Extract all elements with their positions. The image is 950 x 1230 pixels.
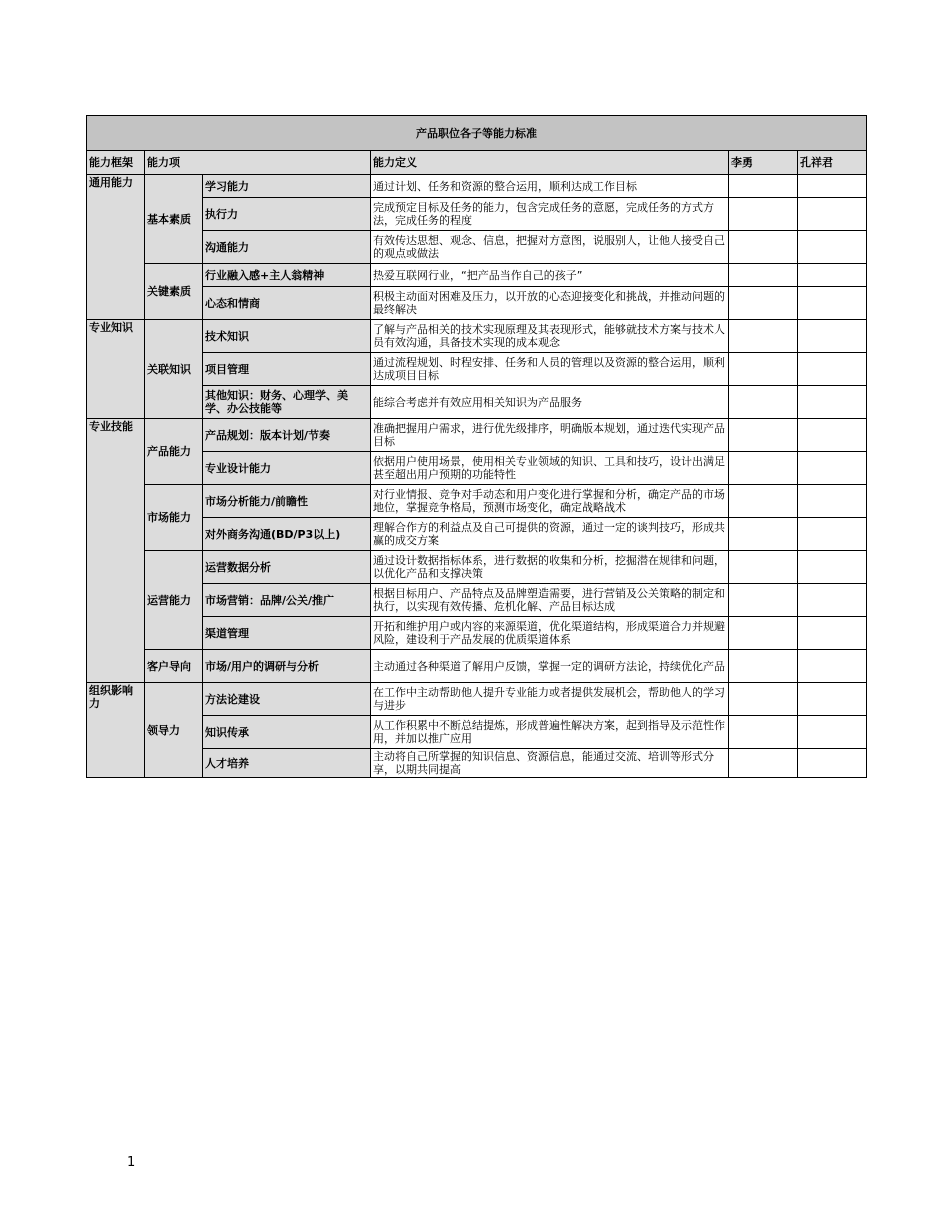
capability-item-cell: 市场营销：品牌/公关/推广: [203, 584, 371, 617]
score-cell-person-1[interactable]: [729, 551, 798, 584]
score-cell-person-1[interactable]: [729, 419, 798, 452]
sub-category-cell: 领导力: [145, 683, 203, 778]
table-row: [87, 175, 867, 198]
sub-category-cell: 关联知识: [145, 320, 203, 419]
capability-definition-cell: 完成预定目标及任务的能力，包含完成任务的意愿，完成任务的方式方法，完成任务的程度: [371, 198, 729, 231]
header-person-1: 李勇: [729, 151, 798, 175]
sub-category-cell: 基本素质: [145, 175, 203, 264]
score-cell-person-1[interactable]: [729, 287, 798, 320]
capability-definition-cell: 通过设计数据指标体系，进行数据的收集和分析，挖掘潜在规律和问题，以优化产品和支撑决策: [371, 551, 729, 584]
capability-definition-cell: 有效传达思想、观念、信息，把握对方意图，说服别人，让他人接受自己的观点或做法: [371, 231, 729, 264]
capability-definition-cell: 通过计划、任务和资源的整合运用，顺利达成工作目标: [371, 175, 729, 198]
score-cell-person-1[interactable]: [729, 353, 798, 386]
score-cell-person-2[interactable]: [798, 419, 867, 452]
score-cell-person-1[interactable]: [729, 716, 798, 749]
capability-definition-cell: 主动将自己所掌握的知识信息、资源信息，能通过交流、培训等形式分享，以期共同提高: [371, 749, 729, 778]
capability-item-cell: 其他知识：财务、心理学、美学、办公技能等: [203, 386, 371, 419]
table-row: [87, 353, 867, 386]
capability-standard-table: [86, 115, 867, 778]
capability-item-cell: 知识传承: [203, 716, 371, 749]
capability-definition-cell: 对行业情报、竞争对手动态和用户变化进行掌握和分析，确定产品的市场地位，掌握竞争格局，预测市场变化，确定战略战术: [371, 485, 729, 518]
capability-item-cell: 专业设计能力: [203, 452, 371, 485]
table-row: [87, 584, 867, 617]
capability-definition-cell: 热爱互联网行业，“把产品当作自己的孩子”: [371, 264, 729, 287]
capability-definition-cell: 在工作中主动帮助他人提升专业能力或者提供发展机会，帮助他人的学习与进步: [371, 683, 729, 716]
capability-item-cell: 心态和情商: [203, 287, 371, 320]
table-row: [87, 485, 867, 518]
capability-item-cell: 行业融入感+主人翁精神: [203, 264, 371, 287]
capability-item-cell: 方法论建设: [203, 683, 371, 716]
capability-item-cell: 学习能力: [203, 175, 371, 198]
header-framework: 能力框架: [87, 151, 145, 175]
table-row: [87, 749, 867, 778]
capability-item-cell: 项目管理: [203, 353, 371, 386]
sub-category-cell: 产品能力: [145, 419, 203, 485]
table-row: [87, 650, 867, 683]
table-row: [87, 452, 867, 485]
capability-item-cell: 渠道管理: [203, 617, 371, 650]
score-cell-person-1[interactable]: [729, 518, 798, 551]
capability-item-cell: 市场/用户的调研与分析: [203, 650, 371, 683]
score-cell-person-2[interactable]: [798, 617, 867, 650]
capability-definition-cell: 通过流程规划、时程安排、任务和人员的管理以及资源的整合运用，顺利达成项目目标: [371, 353, 729, 386]
capability-item-cell: 沟通能力: [203, 231, 371, 264]
score-cell-person-1[interactable]: [729, 264, 798, 287]
score-cell-person-2[interactable]: [798, 650, 867, 683]
table-row: [87, 386, 867, 419]
table-row: [87, 518, 867, 551]
capability-item-cell: 对外商务沟通(BD/P3以上): [203, 518, 371, 551]
sub-category-cell: 运营能力: [145, 551, 203, 650]
capability-item-cell: 技术知识: [203, 320, 371, 353]
table-body: [87, 116, 867, 778]
score-cell-person-2[interactable]: [798, 716, 867, 749]
table-row: [87, 551, 867, 584]
capability-definition-cell: 从工作积累中不断总结提炼，形成普遍性解决方案，起到指导及示范性作用，并加以推广应用: [371, 716, 729, 749]
score-cell-person-2[interactable]: [798, 231, 867, 264]
score-cell-person-1[interactable]: [729, 584, 798, 617]
score-cell-person-1[interactable]: [729, 485, 798, 518]
score-cell-person-2[interactable]: [798, 320, 867, 353]
table-row: [87, 683, 867, 716]
score-cell-person-1[interactable]: [729, 231, 798, 264]
table-row: [87, 320, 867, 353]
capability-definition-cell: 依据用户使用场景，使用相关专业领域的知识、工具和技巧，设计出满足甚至超出用户预期的功能特性: [371, 452, 729, 485]
sub-category-cell: 市场能力: [145, 485, 203, 551]
score-cell-person-1[interactable]: [729, 749, 798, 778]
capability-item-cell: 人才培养: [203, 749, 371, 778]
capability-definition-cell: 开拓和维护用户或内容的来源渠道，优化渠道结构，形成渠道合力并规避风险，建设利于产品发展的优质渠道体系: [371, 617, 729, 650]
capability-definition-cell: 积极主动面对困难及压力，以开放的心态迎接变化和挑战，并推动问题的最终解决: [371, 287, 729, 320]
score-cell-person-2[interactable]: [798, 749, 867, 778]
score-cell-person-1[interactable]: [729, 683, 798, 716]
score-cell-person-2[interactable]: [798, 175, 867, 198]
score-cell-person-1[interactable]: [729, 320, 798, 353]
table-row: [87, 617, 867, 650]
table-title: 产品职位各子等能力标准: [87, 116, 867, 151]
capability-definition-cell: 能综合考虑并有效应用相关知识为产品服务: [371, 386, 729, 419]
table-row: [87, 198, 867, 231]
capability-definition-cell: 主动通过各种渠道了解用户反馈，掌握一定的调研方法论，持续优化产品: [371, 650, 729, 683]
capability-item-cell: 产品规划：版本计划/节奏: [203, 419, 371, 452]
score-cell-person-2[interactable]: [798, 198, 867, 231]
score-cell-person-2[interactable]: [798, 485, 867, 518]
capability-definition-cell: 了解与产品相关的技术实现原理及其表现形式，能够就技术方案与技术人员有效沟通，具备技术实现的成本观念: [371, 320, 729, 353]
score-cell-person-1[interactable]: [729, 650, 798, 683]
sub-category-cell: 关键素质: [145, 264, 203, 320]
header-person-2: 孔祥君: [798, 151, 867, 175]
score-cell-person-2[interactable]: [798, 452, 867, 485]
score-cell-person-1[interactable]: [729, 452, 798, 485]
score-cell-person-2[interactable]: [798, 386, 867, 419]
table-row: [87, 716, 867, 749]
score-cell-person-2[interactable]: [798, 353, 867, 386]
capability-item-cell: 执行力: [203, 198, 371, 231]
capability-definition-cell: 理解合作方的利益点及自己可提供的资源，通过一定的谈判技巧，形成共赢的成交方案: [371, 518, 729, 551]
framework-cell: 专业技能: [87, 419, 145, 683]
score-cell-person-1[interactable]: [729, 175, 798, 198]
framework-cell: 通用能力: [87, 175, 145, 320]
capability-item-cell: 运营数据分析: [203, 551, 371, 584]
table-row: [87, 264, 867, 287]
score-cell-person-2[interactable]: [798, 287, 867, 320]
header-definition: 能力定义: [371, 151, 729, 175]
page-number: 1: [127, 1155, 136, 1170]
framework-cell: 专业知识: [87, 320, 145, 419]
sub-category-cell: 客户导向: [145, 650, 203, 683]
score-cell-person-2[interactable]: [798, 518, 867, 551]
score-cell-person-1[interactable]: [729, 198, 798, 231]
table-row: [87, 287, 867, 320]
score-cell-person-2[interactable]: [798, 551, 867, 584]
table-row: [87, 231, 867, 264]
score-cell-person-1[interactable]: [729, 386, 798, 419]
capability-item-cell: 市场分析能力/前瞻性: [203, 485, 371, 518]
header-item: 能力项: [145, 151, 371, 175]
framework-cell: 组织影响力: [87, 683, 145, 778]
capability-definition-cell: 准确把握用户需求，进行优先级排序，明确版本规划，通过迭代实现产品目标: [371, 419, 729, 452]
score-cell-person-2[interactable]: [798, 264, 867, 287]
table-row: [87, 419, 867, 452]
score-cell-person-2[interactable]: [798, 683, 867, 716]
score-cell-person-2[interactable]: [798, 584, 867, 617]
capability-definition-cell: 根据目标用户、产品特点及品牌塑造需要，进行营销及公关策略的制定和执行，以实现有效传播、危机化解、产品目标达成: [371, 584, 729, 617]
score-cell-person-1[interactable]: [729, 617, 798, 650]
